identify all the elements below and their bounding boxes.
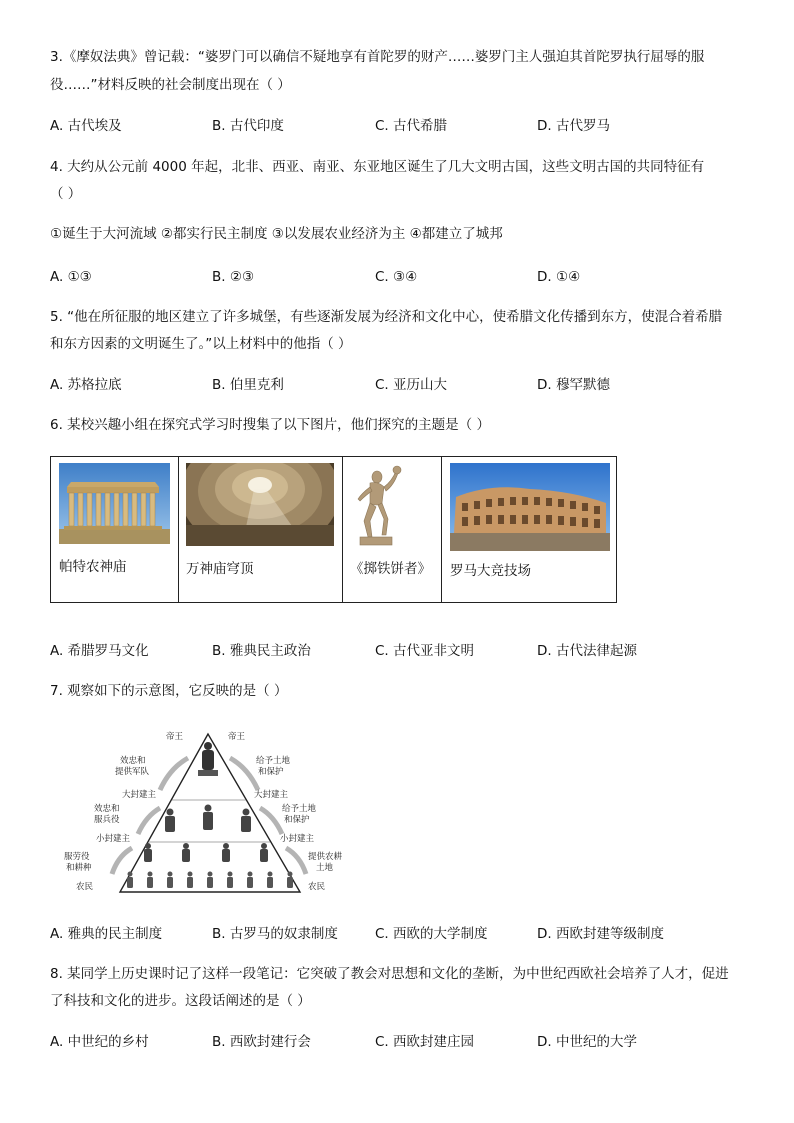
q6-caption-pantheon: 万神庙穹顶 bbox=[186, 561, 254, 577]
pyramid-label-right-arrow2-b: 和保护 bbox=[284, 815, 310, 825]
q8-stem-line1: 8. 某同学上历史课时记了这样一段笔记：它突破了教会对思想和文化的垄断，为中世纪西欧社会培养了人才，促进 bbox=[50, 966, 729, 982]
q3-option-a: A. 古代埃及 bbox=[50, 118, 122, 134]
q5-option-d: D. 穆罕默德 bbox=[537, 377, 610, 393]
q6-caption-colosseum: 罗马大竞技场 bbox=[450, 563, 531, 579]
pyramid-label-right-bottom: 农民 bbox=[308, 882, 326, 892]
pyramid-label-right-arrow3-b: 土地 bbox=[316, 863, 334, 873]
q6-option-d: D. 古代法律起源 bbox=[537, 643, 637, 659]
q4-option-a: A. ①③ bbox=[50, 269, 92, 285]
q7-option-d: D. 西欧封建等级制度 bbox=[537, 926, 664, 942]
parthenon-image bbox=[59, 463, 170, 544]
q6-caption-parthenon: 帕特农神庙 bbox=[59, 559, 127, 575]
pyramid-label-left-bottom: 农民 bbox=[76, 882, 94, 892]
q6-picture-table bbox=[50, 456, 617, 603]
pyramid-label-right-arrow1-a: 给予土地 bbox=[256, 756, 291, 766]
q4-stem-line2: （ ） bbox=[50, 186, 82, 202]
q4-option-c: C. ③④ bbox=[375, 269, 418, 285]
pyramid-label-left-arrow2-a: 效忠和 bbox=[94, 804, 120, 814]
colosseum-image bbox=[450, 463, 610, 551]
q5-stem-line2: 和东方因素的文明诞生了。”以上材料中的他指（ ） bbox=[50, 336, 352, 352]
q8-option-d: D. 中世纪的大学 bbox=[537, 1034, 637, 1050]
pyramid-label-left-arrow1-a: 效忠和 bbox=[120, 756, 146, 766]
q8-option-a: A. 中世纪的乡村 bbox=[50, 1034, 149, 1050]
q5-stem-line1: 5. “他在所征服的地区建立了许多城堡，有些逐渐发展为经济和文化中心，使希腊文化传播到东方，使混合着希腊 bbox=[50, 309, 723, 325]
pyramid-label-right-arrow2-a: 给予土地 bbox=[282, 804, 317, 814]
pyramid-label-left-low: 小封建主 bbox=[96, 834, 131, 844]
q6-option-c: C. 古代亚非文明 bbox=[375, 643, 475, 659]
q5-option-a: A. 苏格拉底 bbox=[50, 377, 122, 393]
q4-option-b: B. ②③ bbox=[212, 269, 255, 285]
pyramid-label-left-arrow2-b: 服兵役 bbox=[94, 815, 120, 825]
q4-stem-line1: 4. 大约从公元前 4000 年起，北非、西亚、南亚、东亚地区诞生了几大文明古国，这些文明古国的共同特征有 bbox=[50, 159, 705, 175]
pyramid-label-left-arrow1-b: 提供军队 bbox=[115, 767, 150, 777]
pantheon-dome-image bbox=[186, 463, 334, 546]
pyramid-label-left-top: 帝王 bbox=[166, 732, 184, 742]
q3-option-d: D. 古代罗马 bbox=[537, 118, 610, 134]
q6-cell-colosseum bbox=[441, 457, 616, 602]
q3-option-c: C. 古代希腊 bbox=[375, 118, 448, 134]
q8-stem-line2: 了科技和文化的进步。这段话阐述的是（ ） bbox=[50, 993, 311, 1009]
q6-caption-discobolus: 《掷铁饼者》 bbox=[350, 561, 431, 577]
pyramid-label-right-arrow1-b: 和保护 bbox=[258, 767, 284, 777]
pyramid-label-right-low: 小封建主 bbox=[280, 834, 315, 844]
q6-cell-pantheon bbox=[178, 457, 343, 602]
q6-option-a: A. 希腊罗马文化 bbox=[50, 643, 149, 659]
pyramid-label-left-arrow3-b: 和耕种 bbox=[66, 863, 92, 873]
feudal-hierarchy-diagram bbox=[60, 728, 360, 898]
pyramid-label-left-arrow3-a: 服劳役 bbox=[64, 852, 90, 862]
q7-option-a: A. 雅典的民主制度 bbox=[50, 926, 163, 942]
q7-option-b: B. 古罗马的奴隶制度 bbox=[212, 926, 338, 942]
q8-option-c: C. 西欧封建庄园 bbox=[375, 1034, 475, 1050]
q5-option-c: C. 亚历山大 bbox=[375, 377, 448, 393]
q4-option-d: D. ①④ bbox=[537, 269, 581, 285]
pyramid-label-right-mid: 大封建主 bbox=[254, 790, 289, 800]
q6-cell-discobolus bbox=[342, 457, 442, 602]
q7-option-c: C. 西欧的大学制度 bbox=[375, 926, 488, 942]
q3-stem-line2: 役……”材料反映的社会制度出现在（ ） bbox=[50, 77, 291, 93]
pyramid-label-right-top: 帝王 bbox=[228, 732, 246, 742]
q8-option-b: B. 西欧封建行会 bbox=[212, 1034, 311, 1050]
q6-option-b: B. 雅典民主政治 bbox=[212, 643, 311, 659]
q4-statements: ①诞生于大河流域 ②都实行民主制度 ③以发展农业经济为主 ④都建立了城邦 bbox=[50, 226, 503, 242]
q3-option-b: B. 古代印度 bbox=[212, 118, 284, 134]
pyramid-label-right-arrow3-a: 提供农耕 bbox=[308, 852, 343, 862]
pyramid-label-left-mid: 大封建主 bbox=[122, 790, 157, 800]
discobolus-image bbox=[348, 463, 404, 549]
q7-stem-line1: 7. 观察如下的示意图，它反映的是（ ） bbox=[50, 683, 288, 699]
q5-option-b: B. 伯里克利 bbox=[212, 377, 284, 393]
q6-cell-parthenon bbox=[51, 457, 179, 602]
q6-stem-line1: 6. 某校兴趣小组在探究式学习时搜集了以下图片，他们探究的主题是（ ） bbox=[50, 417, 490, 433]
q3-stem-line1: 3.《摩奴法典》曾记载：“婆罗门可以确信不疑地享有首陀罗的财产……婆罗门主人强迫其首陀罗执行屈辱的服 bbox=[50, 49, 705, 65]
